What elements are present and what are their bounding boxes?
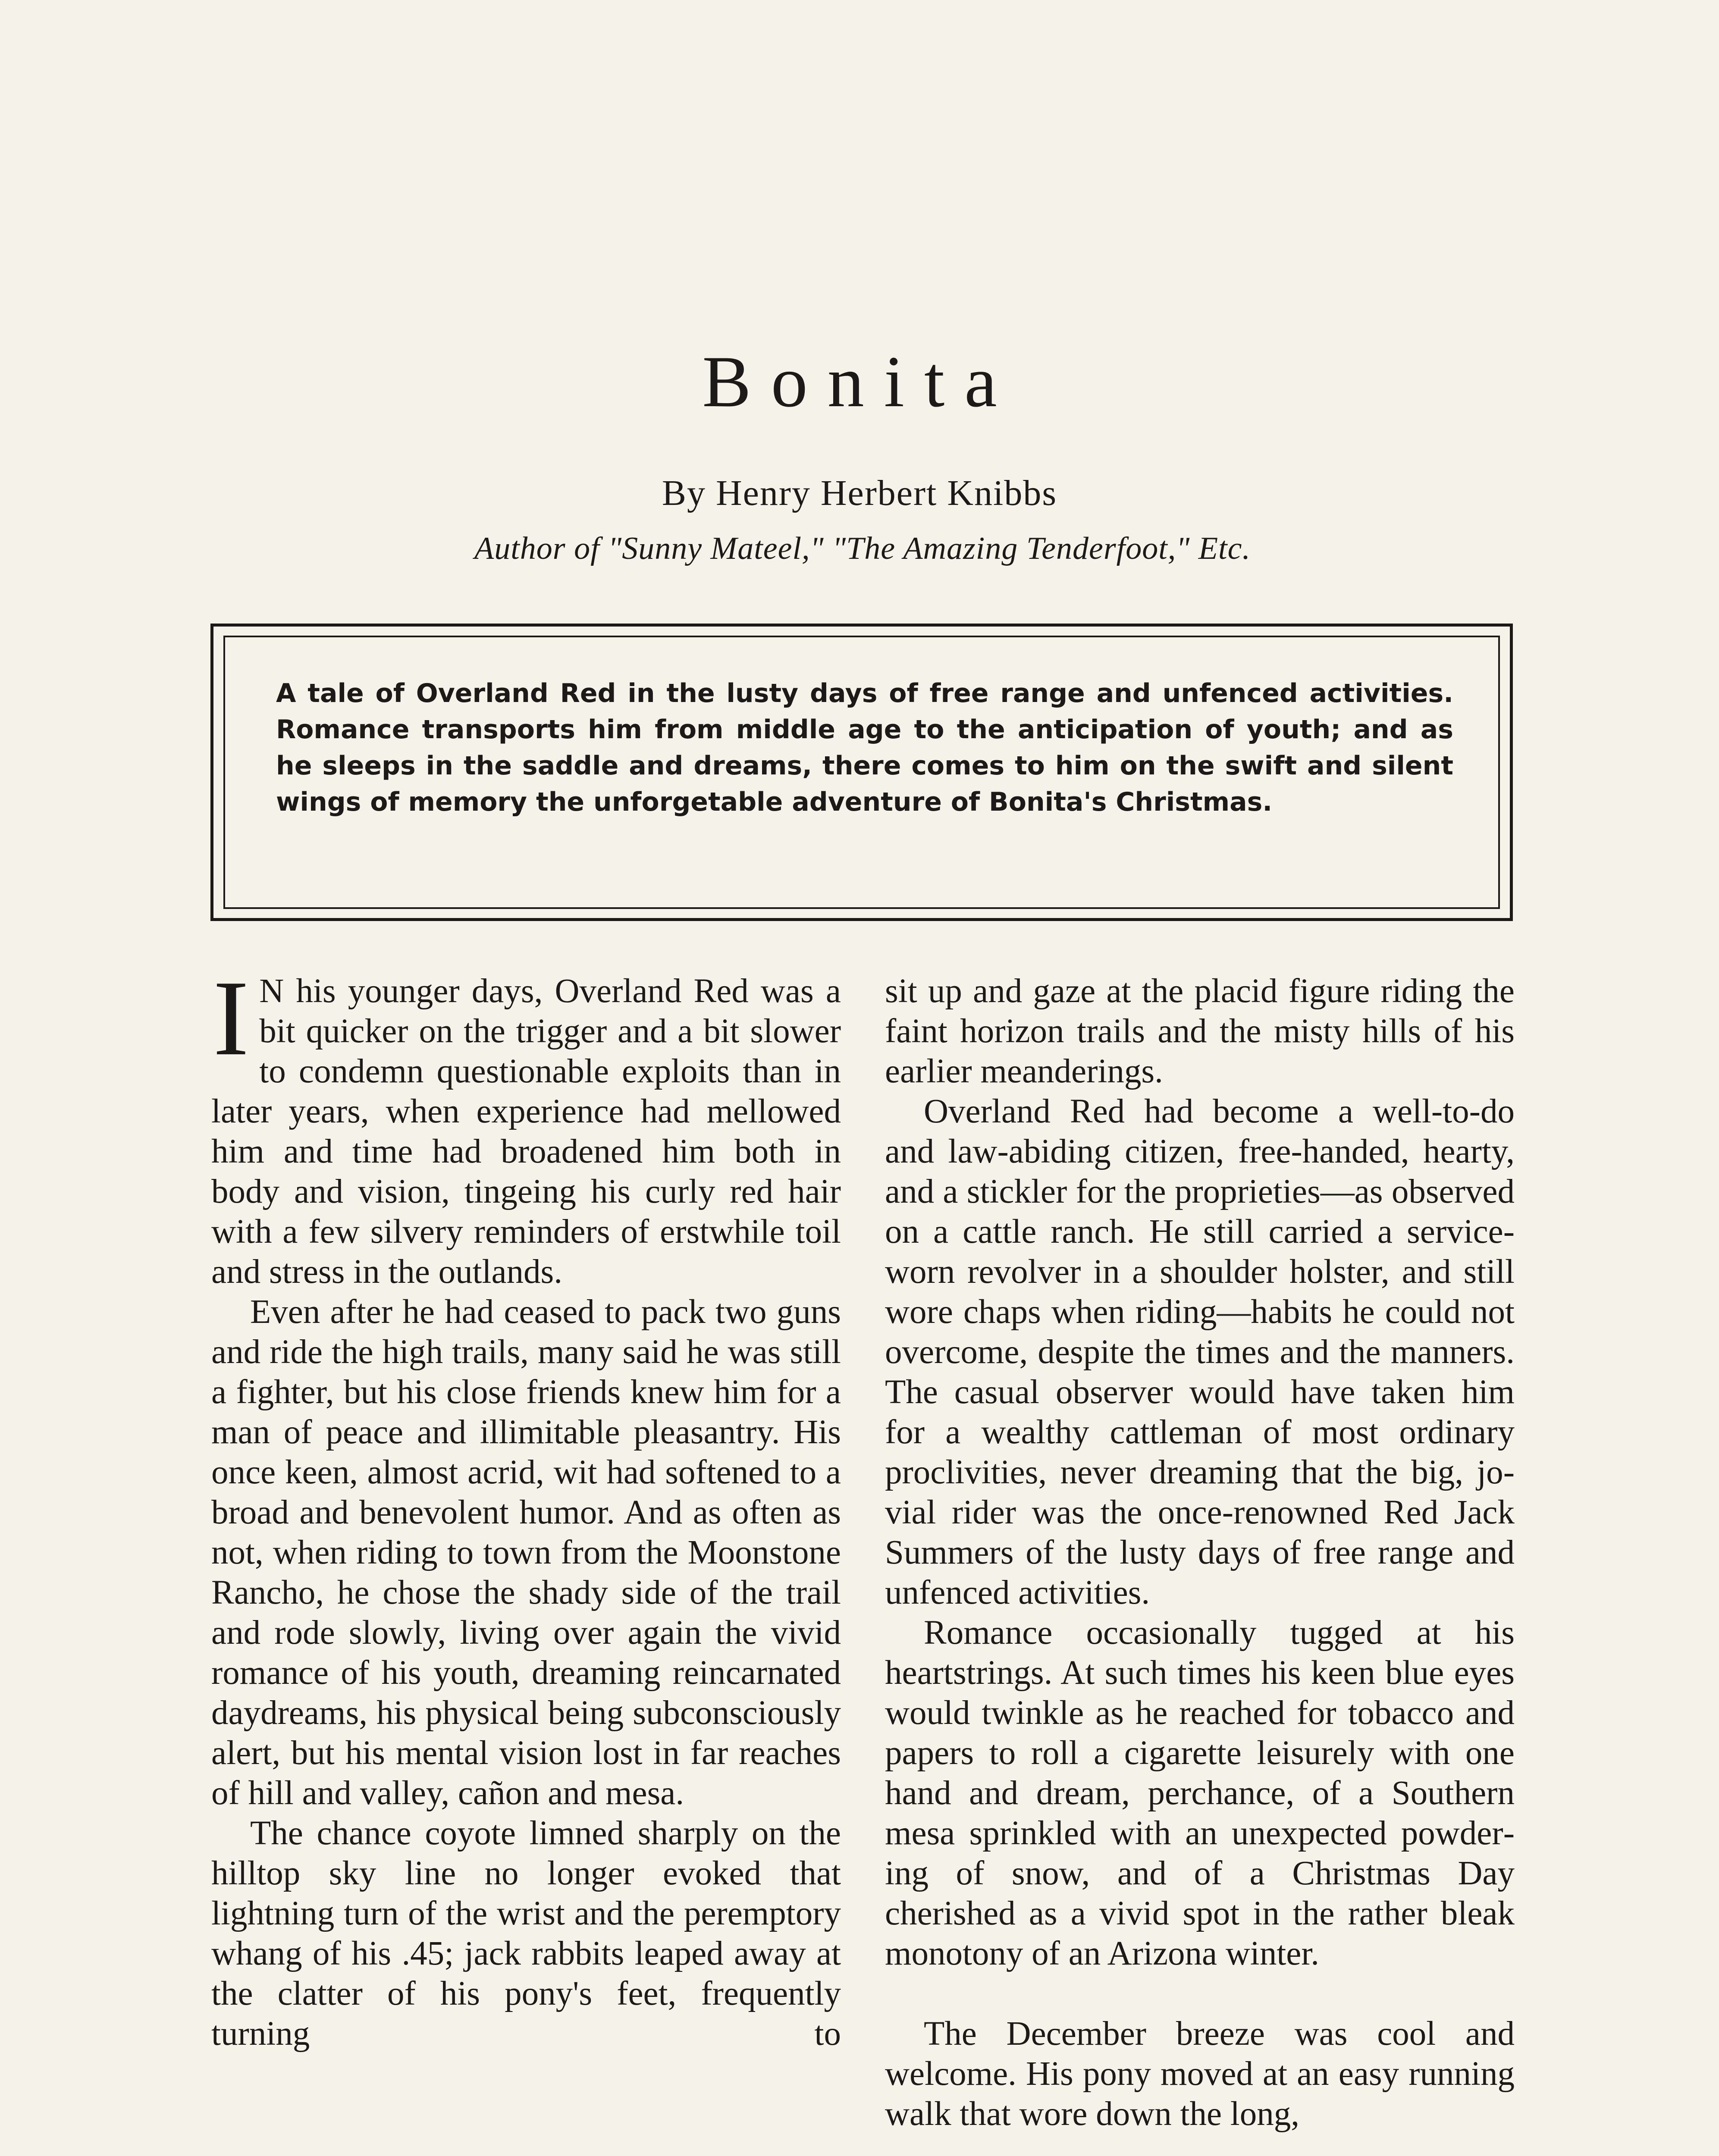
paragraph-1-text: N his younger days, Overland Red was a bit quicker on the trigger and a bit slower to condemn questionable exploits than in later years, when experience had mellowed him and time had broadened him both in body and vision, tingeing his curly red hair with a few silvery reminders of erstwhile toil and stress in the outlands.: [211, 972, 841, 1291]
story-title: Bonita: [702, 341, 1017, 422]
story-byline: By Henry Herbert Knibbs: [662, 473, 1057, 513]
paragraph-5: Romance occasionally tugged at his heartstrings. At such times his keen blue eyes would twinkle as he reached for tobacco and papers to roll a cigarette leisurely with one hand and dream, perchance, of a Southern mesa sprinkled with an unexpected powdering of snow, and of a Christmas Day cherished as a vivid spot in the rather bleak monotony of an Arizona winter.: [885, 1614, 1515, 1972]
story-summary: A tale of Overland Red in the lusty days of free range and unfenced activities. Romance transports him from middle age to the anticipation of youth; and as he sleeps in the saddle and dreams, there comes to him on the swift and silent wings of memory the unforgetable adventure of Bonita's Christmas.: [276, 678, 1453, 817]
paragraph-1: [211, 959, 841, 1292]
paragraph-3: The chance coyote limned sharply on the hilltop sky line no longer evoked that lightning turn of the wrist and the peremptory whang of his .45; jack rabbits leaped away at the clatter of his pony's feet, frequently turning to: [211, 1814, 841, 2053]
author-credits: Author of "Sunny Mateel," "The Amazing Tenderfoot," Etc.: [474, 531, 1251, 566]
drop-cap: I: [213, 959, 249, 1078]
paragraph-2: Even after he had ceased to pack two guns and ride the high trails, many said he was still a fighter, but his close friends knew him for a man of peace and illimitable pleasantry. His once keen, almost acrid, wit had softened to a broad and benevolent humor. And as often as not, when riding to town from the Moonstone Rancho, he chose the shady side of the trail and rode slowly, living over again the vivid romance of his youth, dreaming reincarnated daydreams, his physical being subconsciously alert, but his mental vision lost in far reaches of hill and valley, cañon and mesa.: [211, 1293, 841, 1812]
paragraph-6: The December breeze was cool and welcome. His pony moved at an easy running walk that wore down the long,: [885, 2015, 1515, 2133]
text-column-left: [211, 959, 841, 2054]
text-column-right: [885, 971, 1515, 2134]
paragraph-3-continued: sit up and gaze at the placid figure riding the faint horizon trails and the misty hills of his earlier meanderings.: [885, 972, 1515, 1090]
paragraph-4: Overland Red had become a well-to-do and law-abiding citizen, free-handed, hearty, and a stickler for the proprieties—as observed on a cattle ranch. He still carried a service-worn revolver in a shoulder holster, and still wore chaps when riding—habits he could not overcome, despite the times and the manners. The casual observer would have taken him for a wealthy cattleman of most ordinary proclivities, never dreaming that the big, jovial rider was the once-renowned Red Jack Summers of the lusty days of free range and unfenced activities.: [885, 1093, 1515, 1611]
